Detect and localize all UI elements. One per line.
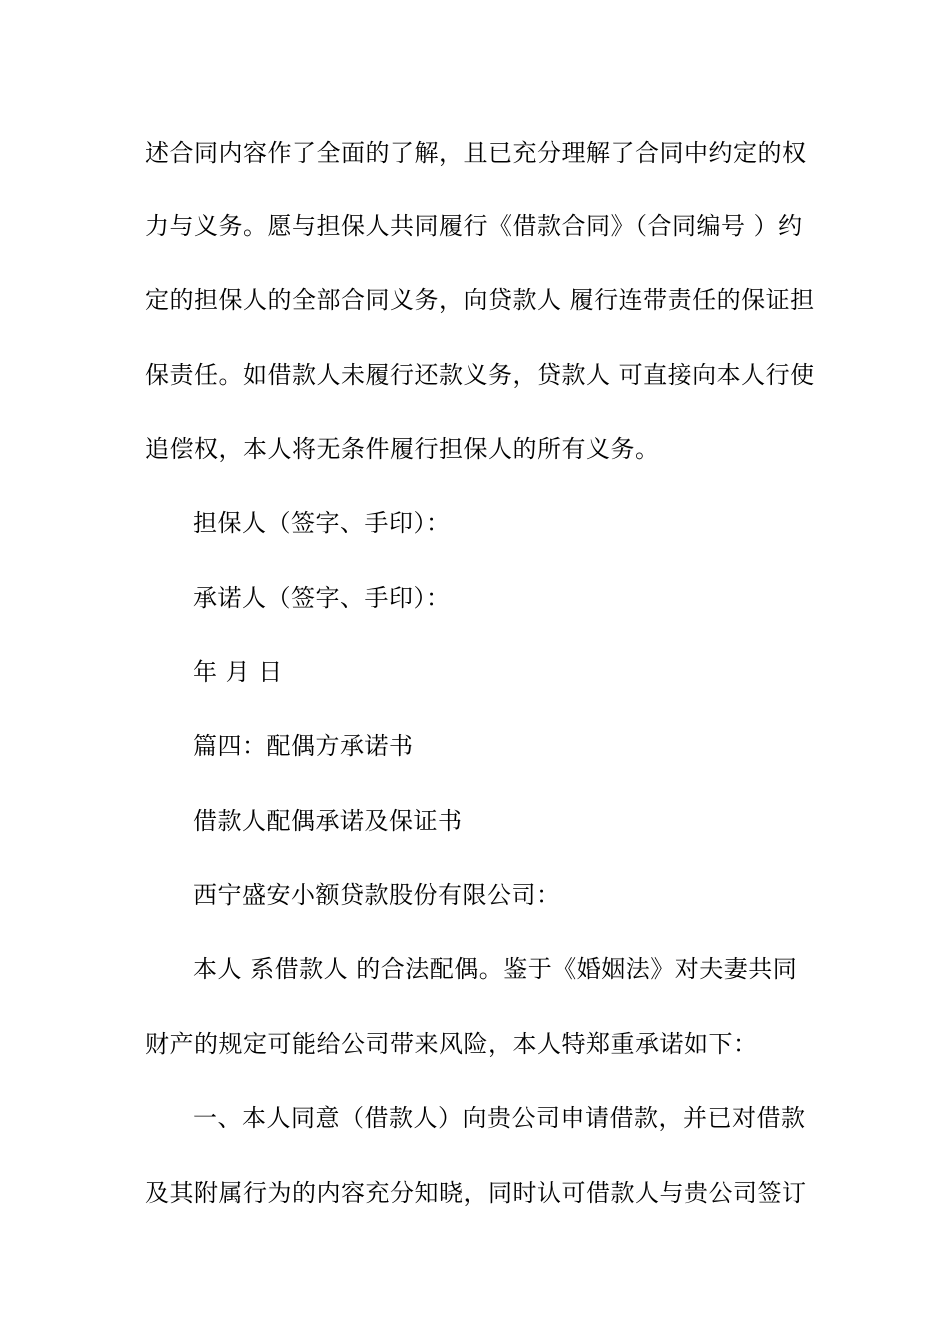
date-line: 年 月 日 <box>193 658 283 686</box>
guarantor-signature-line: 担保人（签字、手印）： <box>193 509 451 537</box>
paragraph-line-4: 保责任。如借款人未履行还款义务，贷款人 可直接向本人行使 <box>145 361 815 389</box>
paragraph-line-2: 力与义务。愿与担保人共同履行《借款合同》（合同编号 ）约 <box>145 212 803 240</box>
promisor-signature-line: 承诺人（签字、手印）： <box>193 584 451 612</box>
paragraph-line-8: 一、本人同意（借款人）向贵公司申请借款，并已对借款 <box>193 1104 806 1132</box>
paragraph-line-5: 追偿权，本人将无条件履行担保人的所有义务。 <box>145 435 660 463</box>
paragraph-line-9: 及其附属行为的内容充分知晓，同时认可借款人与贵公司签订 <box>145 1179 807 1207</box>
addressee-line: 西宁盛安小额贷款股份有限公司： <box>193 881 561 909</box>
paragraph-line-3: 定的担保人的全部合同义务，向贷款人 履行连带责任的保证担 <box>145 286 815 314</box>
document-title: 借款人配偶承诺及保证书 <box>193 807 463 835</box>
paragraph-line-7: 财产的规定可能给公司带来风险，本人特郑重承诺如下： <box>145 1030 758 1058</box>
paragraph-line-6: 本人 系借款人 的合法配偶。鉴于《婚姻法》对夫妻共同 <box>193 955 798 983</box>
section-heading: 篇四：配偶方承诺书 <box>193 732 414 760</box>
paragraph-line-1: 述合同内容作了全面的了解，且已充分理解了合同中约定的权 <box>145 139 807 167</box>
